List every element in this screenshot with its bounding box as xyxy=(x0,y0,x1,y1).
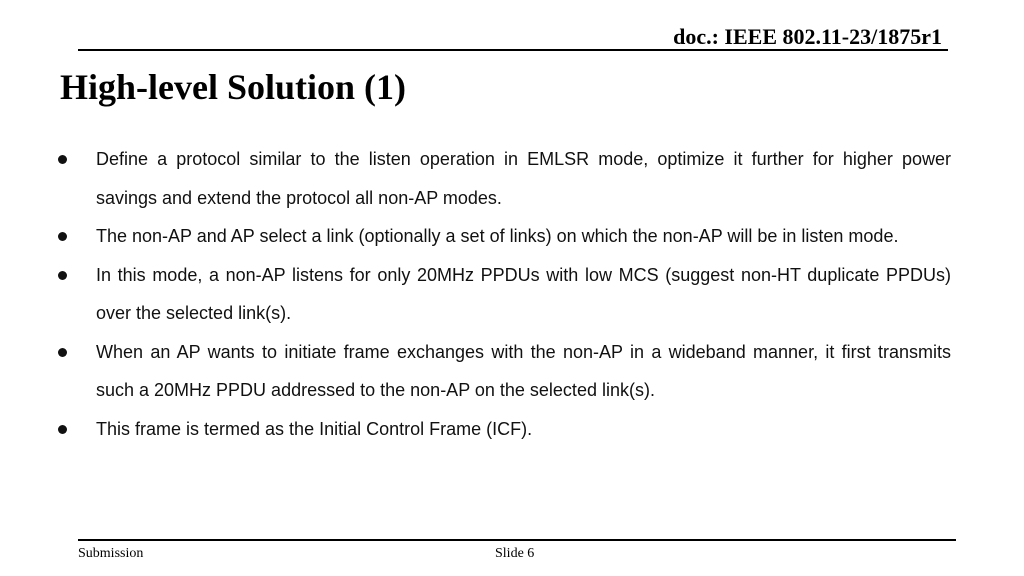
bullet-text: Define a protocol similar to the listen operation in EMLSR mode, optimize it further for higher power savings and extend the protocol all non-AP modes. xyxy=(96,149,951,208)
bullet-item xyxy=(58,410,951,449)
bullet-list xyxy=(58,140,951,448)
bullet-dot-icon xyxy=(58,232,67,241)
bullet-item xyxy=(58,217,951,256)
bullet-text: This frame is termed as the Initial Control Frame (ICF). xyxy=(96,418,533,439)
bullet-dot-icon xyxy=(58,425,67,434)
bullet-item xyxy=(58,140,951,217)
slide-number: Slide 6 xyxy=(495,546,535,561)
bullet-item xyxy=(58,256,951,333)
bullet-dot-icon xyxy=(58,155,67,164)
bullet-dot-icon xyxy=(58,271,67,280)
bullet-text: In this mode, a non-AP listens for only 20MHz PPDUs with low MCS (suggest non-HT duplicate PPDUs) over the selected link(s). xyxy=(96,264,951,323)
document-id: doc.: IEEE 802.11-23/1875r1 xyxy=(673,24,942,49)
footer-divider xyxy=(78,539,956,541)
bullet-text: The non-AP and AP select a link (optionally a set of links) on which the non-AP will be in listen mode. xyxy=(96,226,899,246)
bullet-text: When an AP wants to initiate frame exchanges with the non-AP in a wideband manner, it first transmits such a 20MHz PPDU addressed to the non-AP on the selected link(s). xyxy=(96,341,951,400)
bullet-dot-icon xyxy=(58,348,67,357)
header-divider xyxy=(78,49,948,51)
footer-submission: Submission xyxy=(78,546,144,561)
slide-title: High-level Solution (1) xyxy=(60,67,407,107)
bullet-item xyxy=(58,333,951,410)
